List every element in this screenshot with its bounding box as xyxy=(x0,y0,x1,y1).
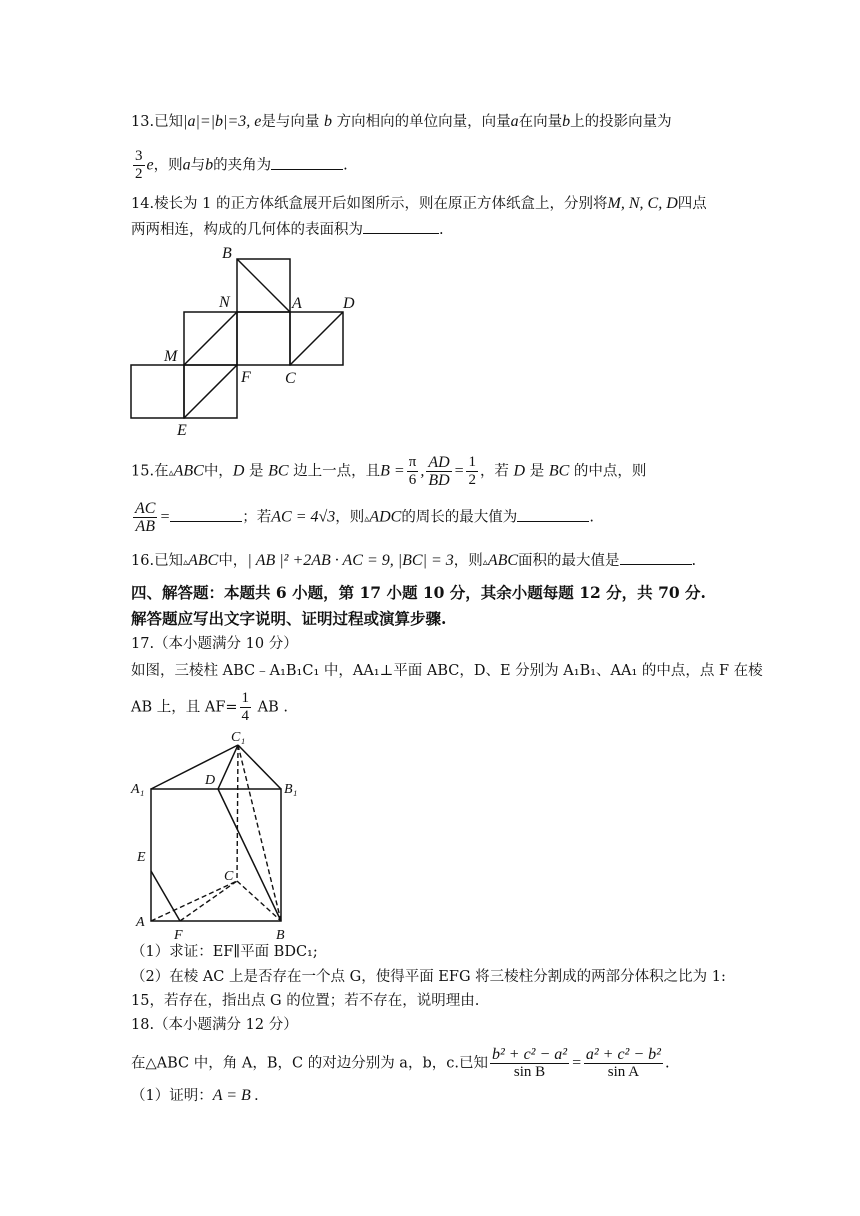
q17-sub2a: （2）在棱 AC 上是否存在一个点 G，使得平面 EFG 将三棱柱分割成的两部分体积之比为 1: xyxy=(131,969,726,985)
prism-label-A1: A₁ xyxy=(131,782,145,797)
q14-line1: 14.棱长为 1 的正方体纸盒展开后如图所示，则在原正方体纸盒上，分别将M, N, C, D四点 xyxy=(131,195,707,212)
q17-header: 17.（本小题满分 10 分） xyxy=(131,636,298,652)
answer-blank xyxy=(170,509,242,522)
answer-blank xyxy=(620,552,692,565)
net-label-N: N xyxy=(219,294,230,311)
q18-sub1: （1）证明：A = B . xyxy=(131,1087,259,1104)
q13-line2: $\frac{3}{2}$ e，则a与b的夹角为 . xyxy=(135,148,348,182)
net-label-E: E xyxy=(177,422,187,439)
answer-blank xyxy=(517,509,589,522)
q17-line2: AB 上，且 AF= $\frac{1}{4}$ AB . xyxy=(131,690,288,724)
q15-line2: $\frac{AC}{AB}$ = ；若AC = 4√3，则▵ADC的周长的最大值为 . xyxy=(135,500,594,535)
net-label-D: D xyxy=(343,295,355,312)
prism-label-E: E xyxy=(137,850,146,865)
prism-label-C: C xyxy=(224,869,234,884)
q17-sub2b: 15，若存在，指出点 G 的位置；若不存在，说明理由. xyxy=(131,993,480,1009)
q17-sub1: （1）求证：EF∥平面 BDC₁; xyxy=(131,944,318,960)
q16-formula: | AB |² +2AB · AC = 9, |BC| = 3 xyxy=(247,552,454,569)
prism-label-F: F xyxy=(174,928,183,943)
section-instruction: 解答题应写出文字说明、证明过程或演算步骤. xyxy=(131,609,447,628)
q16-line: 16.已知▵ABC中，| AB |² +2AB · AC = 9, |BC| = 3，则▵ABC面积的最大值是 . xyxy=(131,552,697,569)
net-label-A: A xyxy=(292,295,302,312)
q15-line1: 15.在▵ABC中，D 是 BC 边上一点，且B = $\frac{\pi}{6}$ , $\frac{AD}{BD}$ = $\frac{1}{2}$ ，若 D 是 BC 的中点，则 xyxy=(131,454,647,489)
answer-blank xyxy=(363,221,439,234)
net-label-M: M xyxy=(164,348,178,365)
q13-fraction: $\frac{3}{2}$ xyxy=(135,148,143,182)
prism-label-A: A xyxy=(136,915,145,930)
q14-line2: 两两相连，构成的几何体的表面积为 . xyxy=(131,222,444,238)
prism-label-B: B xyxy=(276,928,285,943)
prism-label-C1: C₁ xyxy=(231,730,246,745)
section-heading: 四、解答题：本题共 6 小题，第 17 小题 10 分，其余小题每题 12 分，共 70 分. xyxy=(131,583,706,602)
q13-condition: |a|=|b|=3, e xyxy=(183,113,262,130)
q17-line1: 如图，三棱柱 ABC﹣A₁B₁C₁ 中，AA₁⊥平面 ABC，D、E 分别为 A₁B₁、AA₁ 的中点，点 F 在棱 xyxy=(131,663,763,679)
prism-label-D: D xyxy=(205,773,216,788)
q18-header: 18.（本小题满分 12 分） xyxy=(131,1017,298,1033)
prism-label-B1: B₁ xyxy=(284,782,298,797)
net-label-B: B xyxy=(222,245,232,262)
q18-line1: 在△ABC 中，角 A，B，C 的对边分别为 a，b，c.已知 $\frac{\text{b² + c² − a²}}{\text{sin B}}$ = $\frac{\text{a² + c² − b²}}{\text{sin A}}$ . xyxy=(131,1046,670,1080)
q13-line1: 13.已知|a|=|b|=3, e是与向量 b 方向相向的单位向量，向量a在向量b上的投影向量为 xyxy=(131,113,672,130)
answer-blank xyxy=(271,157,343,170)
net-label-F: F xyxy=(241,369,251,386)
net-label-C: C xyxy=(285,370,296,387)
